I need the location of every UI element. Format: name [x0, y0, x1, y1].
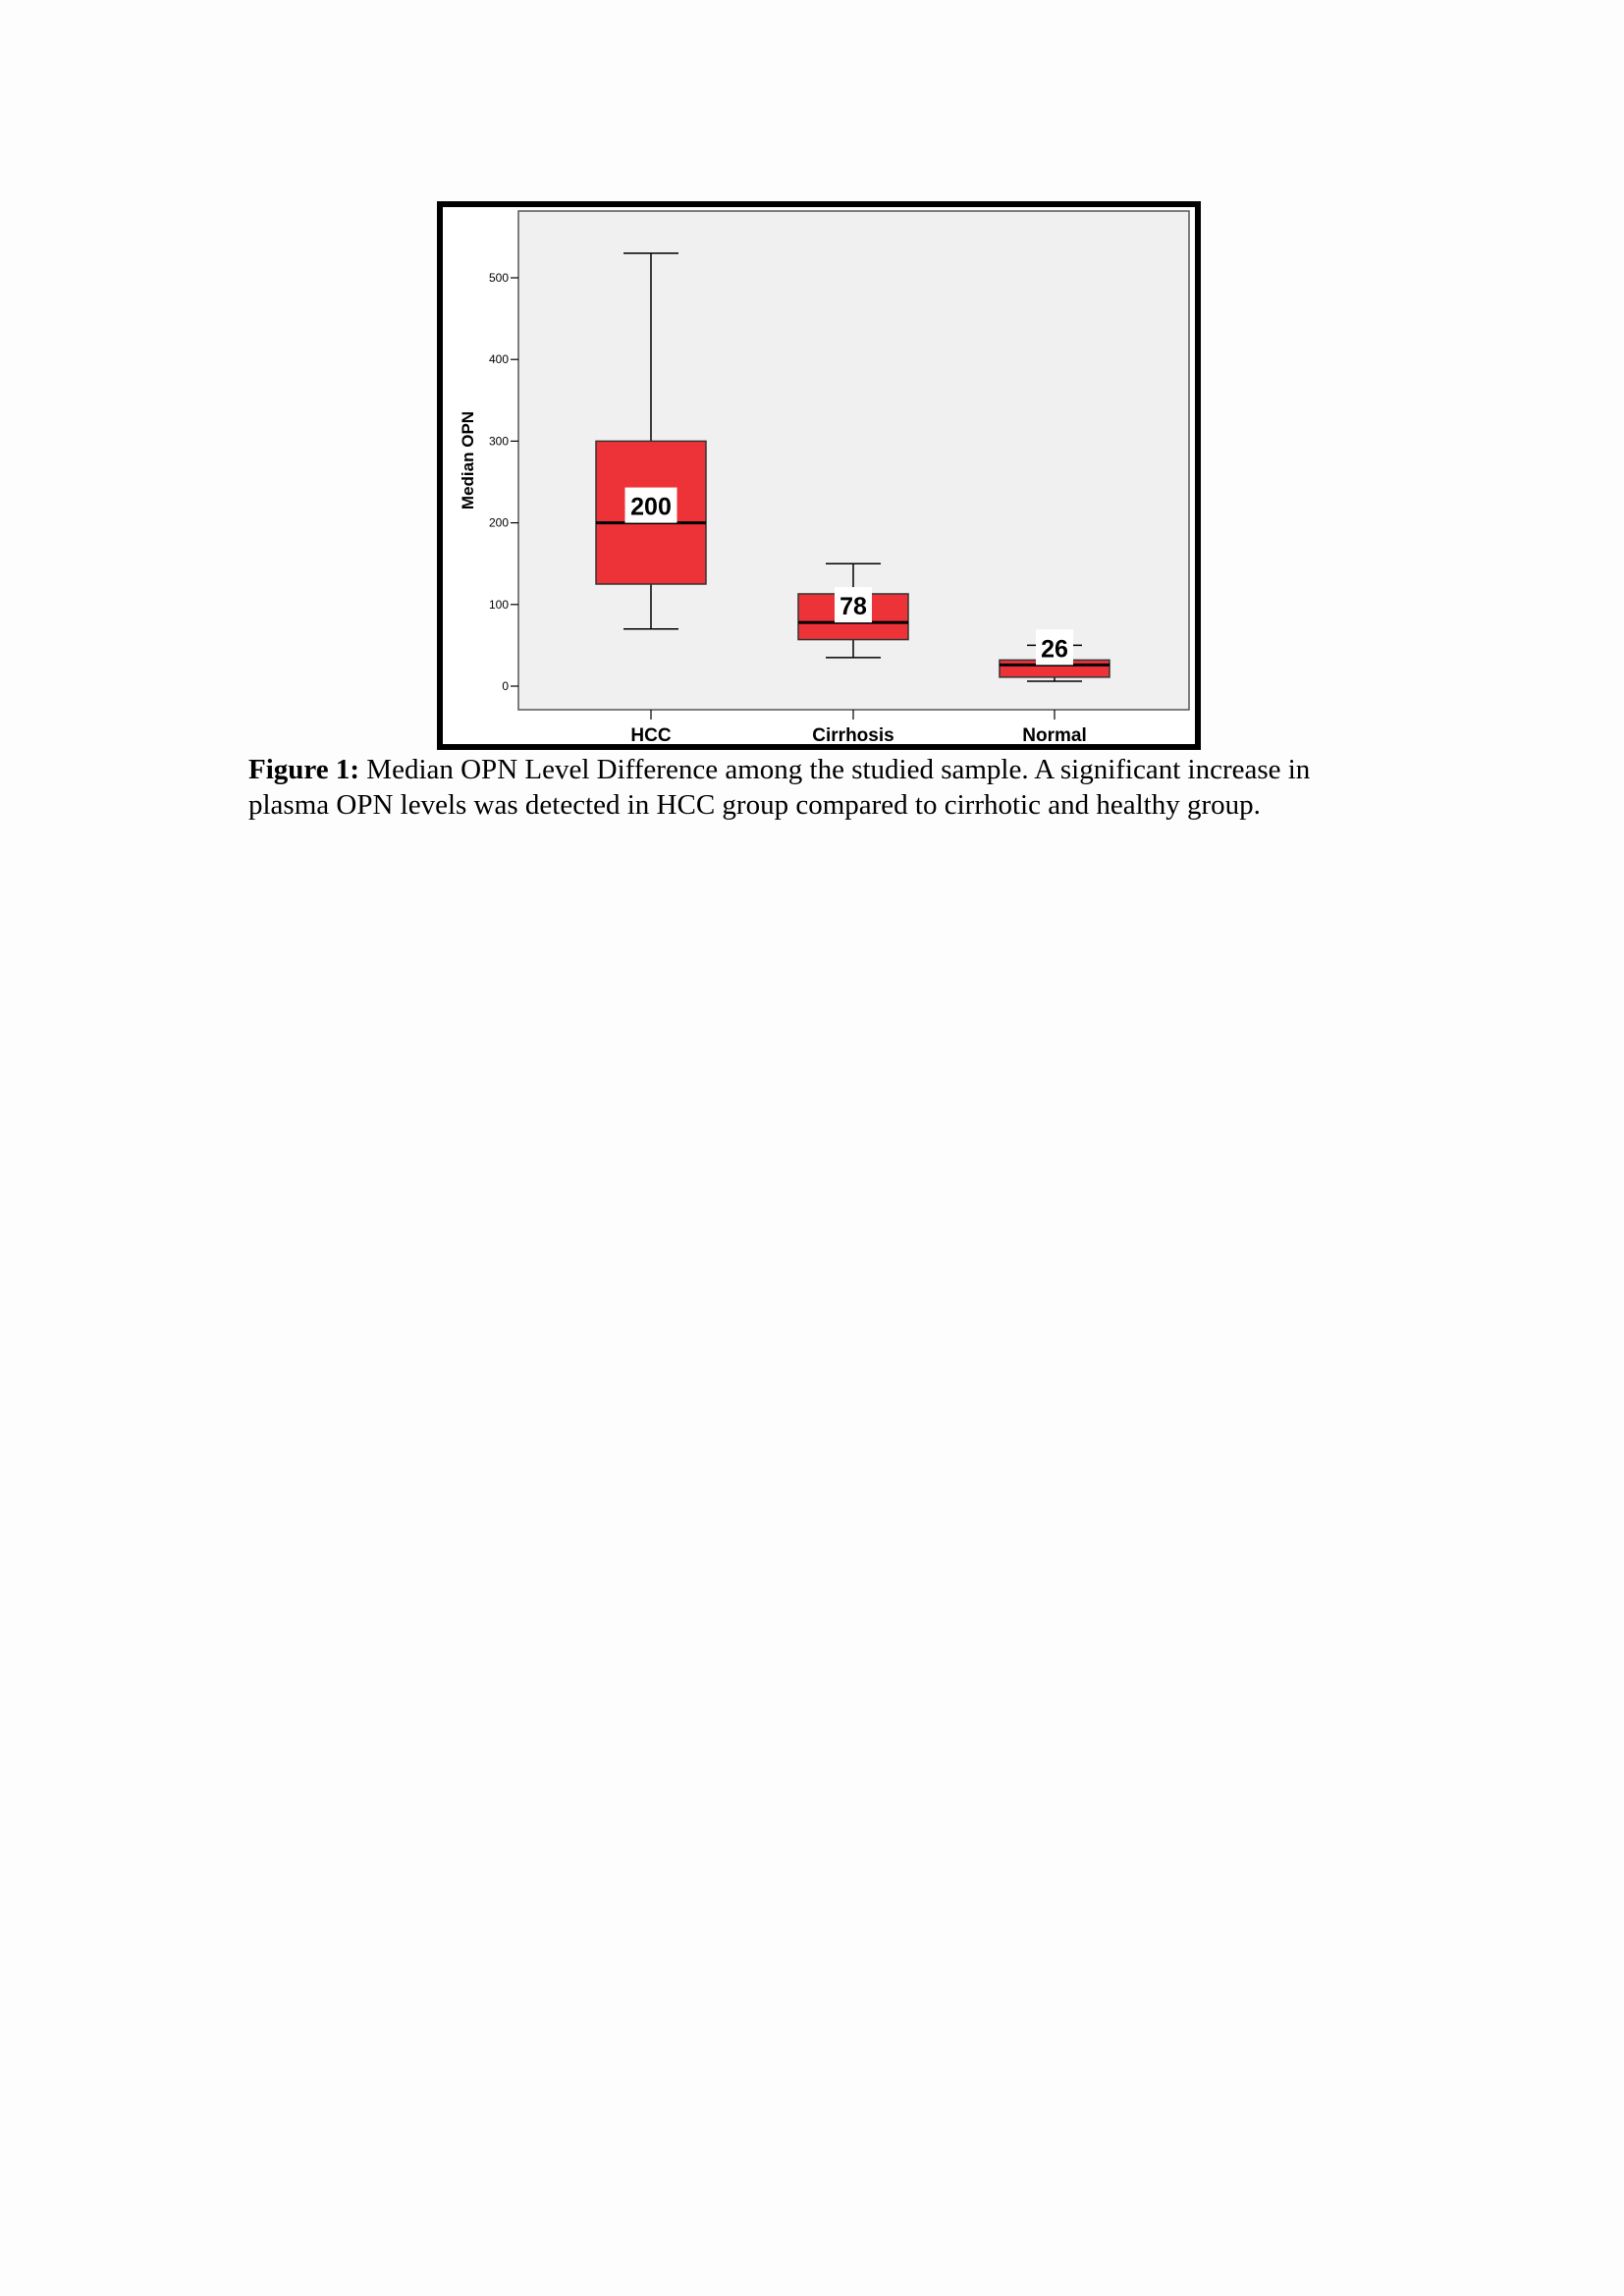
median-label: 78: [839, 593, 867, 621]
caption-label: Figure 1:: [248, 754, 360, 785]
y-tick-label: 200: [488, 515, 509, 530]
x-tick-label: HCC: [630, 725, 672, 746]
median-label: 200: [630, 493, 672, 521]
y-axis-label: Median OPN: [459, 410, 477, 510]
y-tick-label: 300: [488, 434, 509, 449]
caption-line1: Median OPN Level Difference among the studied sample. A significant increase in: [359, 754, 1311, 785]
x-tick-label: Cirrhosis: [812, 725, 894, 746]
y-tick-label: 0: [502, 679, 509, 693]
y-tick-label: 100: [488, 597, 509, 612]
caption-line2: plasma OPN levels was detected in HCC group compared to cirrhotic and healthy group.: [248, 789, 1261, 821]
figure-caption: [248, 752, 1427, 823]
y-tick-label: 400: [488, 352, 509, 367]
x-tick-label: Normal: [1022, 725, 1087, 746]
boxplot-chart: [0, 0, 1624, 785]
y-tick-label: 500: [488, 271, 509, 285]
median-label: 26: [1041, 635, 1068, 664]
